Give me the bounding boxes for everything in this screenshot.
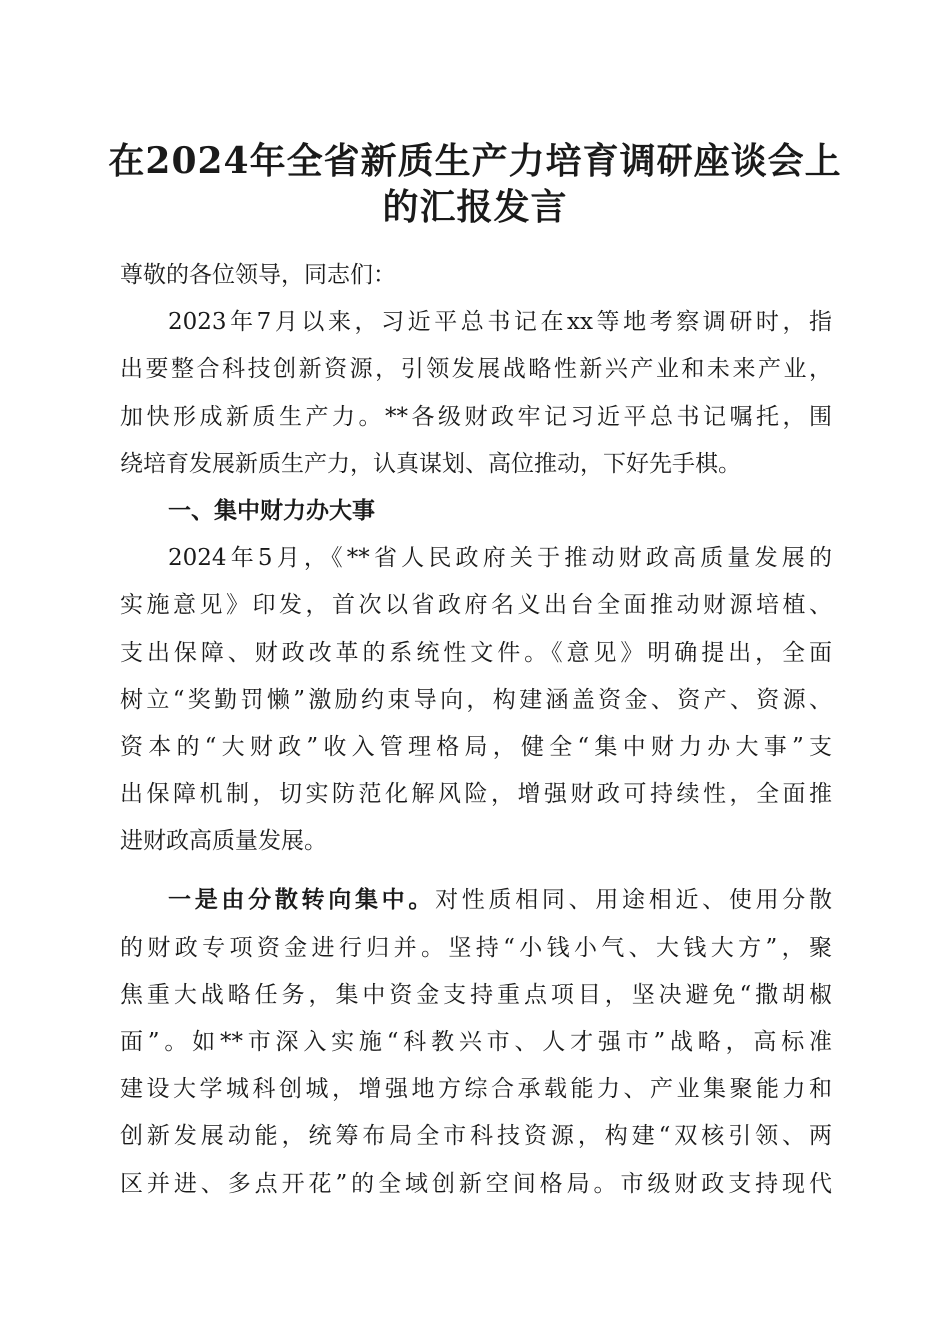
paragraph-2: [120, 535, 832, 865]
paragraph-lead-bold: 一是由分散转向集中。: [168, 887, 436, 914]
paragraph-gap: [120, 865, 832, 877]
paragraph-line: 建设大学城科创城，增强地方综合承载能力、产业集聚能力和: [120, 1076, 832, 1103]
paragraph-line: 支出保障、财政改革的系统性文件。《意见》明确提出，全面: [120, 639, 832, 666]
paragraph-line: 2024年5月，《**省人民政府关于推动财政高质量发展的: [168, 545, 832, 572]
document-title-line-1: 在2024年全省新质生产力培育调研座谈会上: [108, 140, 842, 182]
paragraph-line: 实施意见》印发，首次以省政府名义出台全面推动财源培植、: [120, 592, 832, 619]
paragraph-line: 的财政专项资金进行归并。坚持“小钱小气、大钱大方”，聚: [120, 934, 832, 961]
paragraph-line: 焦重大战略任务，集中资金支持重点项目，坚决避免“撒胡椒: [120, 981, 832, 1008]
paragraph-line: 面”。如**市深入实施“科教兴市、人才强市”战略，高标准: [120, 1029, 832, 1055]
paragraph-line: 创新发展动能，统筹布局全市科技资源，构建“双核引领、两: [120, 1123, 832, 1150]
paragraph-line: 出要整合科技创新资源，引领发展战略性新兴产业和未来产业，: [120, 356, 832, 383]
paragraph-line: 出保障机制，切实防范化解风险，增强财政可持续性，全面推: [120, 781, 832, 808]
salutation: 尊敬的各位领导，同志们：: [120, 262, 396, 288]
paragraph-line: 资本的“大财政”收入管理格局，健全“集中财力办大事”支: [120, 733, 832, 760]
section-heading-1: 一、集中财力办大事: [168, 497, 375, 524]
paragraph-line: 加快形成新质生产力。**各级财政牢记习近平总书记嘱托，围: [120, 403, 832, 430]
document-title-line-2: 的汇报发言: [382, 186, 568, 228]
paragraph-line: 区并进、多点开花”的全域创新空间格局。市级财政支持现代: [120, 1170, 832, 1197]
paragraph-line: 进财政高质量发展。: [120, 828, 327, 855]
paragraph-line-rest: 对性质相同、用途相近、使用分散: [435, 887, 833, 914]
paragraph-1: [120, 299, 832, 488]
paragraph-line: 2023年7月以来，习近平总书记在xx等地考察调研时，指: [168, 309, 832, 336]
paragraph-line: 树立“奖勤罚懒”激励约束导向，构建涵盖资金、资产、资源、: [120, 686, 832, 713]
paragraph-line: [120, 877, 832, 924]
document-body: [120, 252, 832, 1208]
paragraph-line: 绕培育发展新质生产力，认真谋划、高位推动，下好先手棋。: [120, 450, 741, 477]
paragraph-3: [120, 877, 832, 1207]
